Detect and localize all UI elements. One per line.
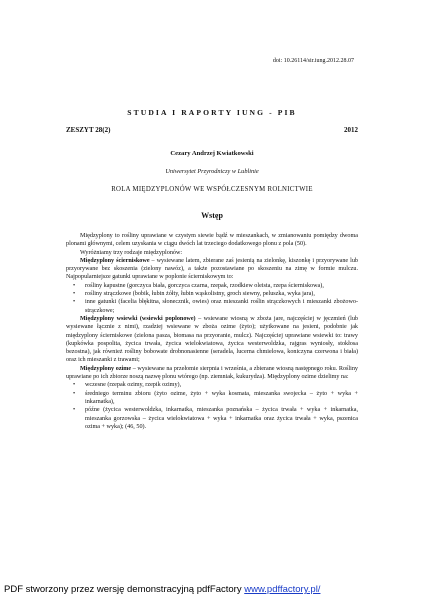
list-item: [66, 298, 358, 315]
footer-text: PDF stworzony przez wersję demonstracyjną pdfFactory: [4, 584, 245, 595]
list-item: [66, 406, 358, 431]
paragraph: Międzyplony to rośliny uprawiane w czystym siewie bądź w mieszankach, w zmianowaniu pomiędzy dwoma plonami głównymi, celem uzyskania w ciągu dwóch lat trzeciego dodatkowego plonu z pola (50).: [66, 233, 358, 248]
list-item-text: rośliny strączkowe (bobik, łubin żółty, łubin wąskolistny, groch siewny, peluszka, wyka jara),: [85, 291, 315, 298]
issue-year: 2012: [344, 126, 358, 134]
article-title: ROLA MIĘDZYPLONÓW WE WSPÓŁCZESNYM ROLNICTWIE: [111, 186, 313, 193]
list-item-text: inne gatunki (facelia błękitna, słonecznik, owies) oraz mieszanki roślin strączkowych i mieszanki zbożowo-strączkowe;: [85, 299, 358, 314]
list-item: [66, 390, 358, 407]
paragraph-text: – wsiewane wiosną w zboża jare, najczęściej w jęczmień (lub wysiewane łącznie z nimi), rzadziej wsiewane w zboża ozime (żyto); użytkowane na jesieni, podobnie jak międzyplony ścierniskowe (zielona pasza, biomasa na przyoranie, mulcz). Najczęściej uprawiane wsiewki to: trawy (kupkówka pospolita, życica trwała, życica wielokwiatowa, życica westerwoldzka, rajgras wyniosły, stokłosa bezostna), jak również rośliny bobowate drobnonasienne (seradela, lucerna chmielowa, koniczyna czerwona i biała) oraz ich mieszanki z trawami;: [66, 315, 359, 364]
author: Cezary Andrzej Kwiatkowski: [170, 150, 254, 157]
term: Międzyplony ścierniskowe: [80, 257, 150, 264]
paragraph-text: – wysiewane latem, zbierane zaś jesienią na zielonkę, kiszonkę i przyorywane lub przyorywane bez skoszenia (zielony nawóz), a także pozostawiane po skoszeniu na zimę w formie mulczu. Najpopularniejsze gatunki uprawiane w poplonie ścierniskowym to:: [66, 257, 358, 281]
bullet-icon: •: [73, 382, 76, 389]
bullet-icon: •: [73, 299, 76, 306]
paragraph-text: – wysiewane na przełomie sierpnia i września, a zbierane wiosną następnego roku. Rośliny uprawiane po ich zbiorze noszą nazwę plonu wtórego (np. ziemniak, kukurydza). Międzyplony ozime dzielimy na:: [66, 365, 358, 381]
bullet-icon: •: [73, 291, 76, 298]
list: [66, 282, 358, 315]
bullet-icon: •: [73, 390, 76, 397]
journal-title: STUDIA I RAPORTY IUNG - PIB: [127, 108, 297, 117]
paragraph: [66, 257, 358, 282]
section-heading: Wstęp: [201, 211, 223, 220]
issue-number: ZESZYT 28(2): [66, 126, 111, 134]
paragraph: [66, 315, 358, 365]
bullet-icon: •: [73, 282, 76, 289]
pdf-footer: [4, 584, 320, 595]
term: Międzyplony wsiewki (wsiewki poplonowe): [80, 315, 196, 322]
paragraph: [66, 365, 358, 382]
affiliation: Uniwersytet Przyrodniczy w Lublinie: [165, 168, 259, 175]
list-item: [66, 381, 358, 389]
footer-link[interactable]: www.pdffactory.pl/: [244, 584, 321, 595]
list-item: [66, 290, 358, 298]
doi: doi: 10.26114/sir.iung.2012.28.07: [272, 58, 354, 64]
term: Międzyplony ozime: [80, 365, 132, 372]
list-item-text: wczesne (rzepak ozimy, rzepik ozimy),: [85, 382, 182, 389]
list-item-text: późne (życica westerwoldzka, inkarnatka, mieszanka poznańska – życica trwała + wyka + inkarnatka, mieszanka gorzowska – życica wielokwiatowa + wyka + inkarnatka oraz życica trwała + wyka, pszenica ozima + wyka); (46, 50).: [85, 407, 358, 430]
list-item-text: rośliny kapustne (gorczyca biała, gorczyca czarna, rzepak, rzodkiew oleista, rzepa ścierniskowa),: [85, 282, 324, 289]
paragraph: Wyróżniamy trzy rodzaje międzyplonów:: [80, 249, 183, 256]
article-body: [66, 232, 358, 431]
list-item: [66, 282, 358, 290]
list-item-text: średniego terminu zbioru (żyto ozime, żyto + wyka kosmata, mieszanka swojecka – żyto + wyka + inkarnatka),: [85, 390, 358, 405]
list: [66, 381, 358, 431]
bullet-icon: •: [73, 407, 76, 414]
